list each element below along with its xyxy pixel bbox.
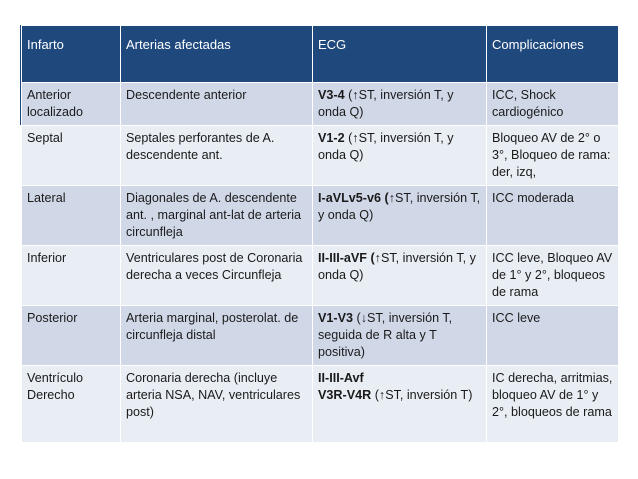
cell-arterias: Ventriculares post de Coronaria derecha a veces Circunfleja <box>121 246 313 306</box>
ecg-findings: (↑ST, inversión T) <box>371 388 473 402</box>
table-row <box>22 83 619 126</box>
cell-infarto: Ventrículo Derecho <box>22 366 121 443</box>
ecg-findings: ↑ST, inversión T, y onda Q) <box>318 191 481 222</box>
cell-complicaciones: Bloqueo AV de 2° o 3°, Bloqueo de rama: der, izq, <box>487 126 619 186</box>
ecg-findings: (↑ST, inversión T, y onda Q) <box>318 88 454 119</box>
cell-complicaciones: ICC leve <box>487 306 619 366</box>
cell-ecg <box>313 306 487 366</box>
infarction-table-container <box>21 25 618 443</box>
cell-arterias: Descendente anterior <box>121 83 313 126</box>
cell-infarto: Septal <box>22 126 121 186</box>
table-row <box>22 186 619 246</box>
cell-ecg <box>313 246 487 306</box>
cell-arterias: Arteria marginal, posterolat. de circunfleja distal <box>121 306 313 366</box>
cell-infarto: Posterior <box>22 306 121 366</box>
header-arterias: Arterias afectadas <box>121 26 313 83</box>
header-complicaciones: Complicaciones <box>487 26 619 83</box>
header-row <box>22 26 619 83</box>
cell-complicaciones: IC derecha, arritmias, bloqueo AV de 1° y 2°, bloqueos de rama <box>487 366 619 443</box>
cell-arterias: Septales perforantes de A. descendente ant. <box>121 126 313 186</box>
header-ecg: ECG <box>313 26 487 83</box>
ecg-leads: V1-V3 <box>318 311 354 325</box>
cell-infarto: Lateral <box>22 186 121 246</box>
table-row <box>22 126 619 186</box>
cell-infarto: Anterior localizado <box>22 83 121 126</box>
cell-complicaciones: ICC, Shock cardiogénico <box>487 83 619 126</box>
infarction-table <box>21 25 619 443</box>
ecg-findings: (↑ST, inversión T, y onda Q) <box>318 131 454 162</box>
cell-complicaciones: ICC moderada <box>487 186 619 246</box>
cell-arterias: Diagonales de A. descendente ant. , marginal ant-lat de arteria circunfleja <box>121 186 313 246</box>
ecg-leads: I-aVLv5-v6 ( <box>318 191 389 205</box>
table-row <box>22 306 619 366</box>
cell-infarto: Inferior <box>22 246 121 306</box>
header-infarto: Infarto <box>22 26 121 83</box>
cell-ecg <box>313 83 487 126</box>
cell-ecg <box>313 126 487 186</box>
ecg-findings: ↑ST, inversión T, y onda Q) <box>318 251 476 282</box>
ecg-leads: II-III-Avf <box>318 371 364 385</box>
cell-arterias: Coronaria derecha (incluye arteria NSA, NAV, ventriculares post) <box>121 366 313 443</box>
cell-ecg <box>313 186 487 246</box>
ecg-leads: II-III-aVF ( <box>318 251 375 265</box>
table-row <box>22 246 619 306</box>
ecg-leads: V3-4 <box>318 88 345 102</box>
ecg-leads: V1-2 <box>318 131 345 145</box>
cell-ecg <box>313 366 487 443</box>
cell-complicaciones: ICC leve, Bloqueo AV de 1° y 2°, bloqueos de rama <box>487 246 619 306</box>
table-row <box>22 366 619 443</box>
ecg-findings: (↓ST, inversión T, seguida de R alta y T positiva) <box>318 311 453 359</box>
ecg-leads-right: V3R-V4R <box>318 388 372 402</box>
